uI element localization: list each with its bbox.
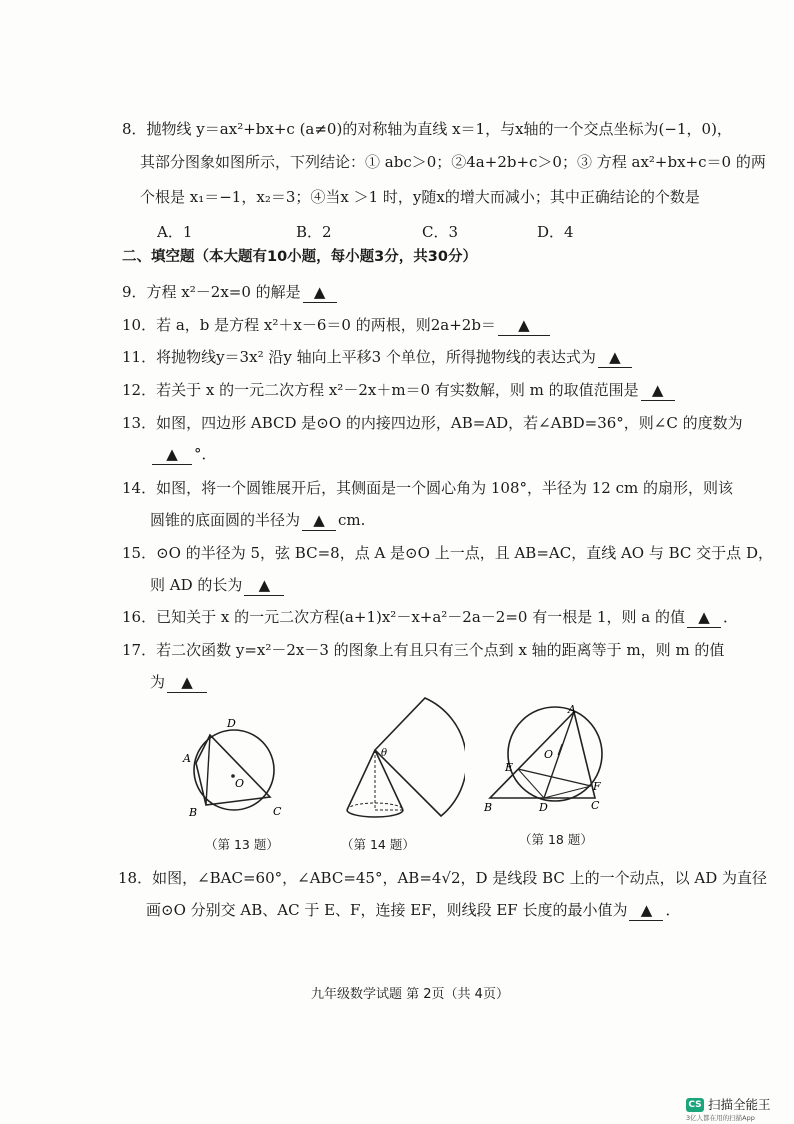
q18-line2: 画⊙O 分别交 AB、AC 于 E、F，连接 EF，则线段 EF 长度的最小值为 ▲ ． (146, 901, 681, 919)
fig18-segment-ef (518, 769, 591, 786)
q15-line2 (150, 575, 286, 596)
q13-line1: 13．如图，四边形 ABCD 是⊙O 的内接四边形，AB=AD，若∠ABD=36°，则∠C 的度数为 (122, 414, 743, 432)
q15-blank: ▲ (244, 575, 284, 596)
q12-text: 12．若关于 x 的一元二次方程 x²－2x＋m＝0 有实数解，则 m 的取值范围是 (122, 381, 639, 399)
q8-option-b: B．2 (296, 223, 332, 241)
q13-suffix: °． (194, 445, 217, 463)
q17-blank: ▲ (167, 672, 207, 693)
q12 (122, 380, 677, 401)
camscanner-logo: CS (686, 1098, 704, 1112)
q8-line3: 个根是 x₁＝−1，x₂＝3；④当x ＞1 时，y随x的增大而减小；其中正确结论的个数是 (140, 188, 700, 206)
fig14-caption: （第 14 题） (341, 837, 415, 852)
q14-blank: ▲ (302, 510, 336, 531)
camscanner-tagline: 3亿人都在用的扫描App (686, 1114, 755, 1122)
q9-text: 9．方程 x²－2x=0 的解是 (122, 283, 301, 301)
fig18-label-b: B (484, 801, 493, 814)
q14-prefix: 圆锥的底面圆的半径为 (150, 511, 301, 529)
q18-text: 画⊙O 分别交 AB、AC 于 E、F，连接 EF，则线段 EF 长度的最小值为 (146, 901, 628, 919)
fig14-cone-right (375, 750, 403, 810)
fig18-label-d: D (539, 801, 548, 814)
fig18-label-f: F (593, 780, 601, 793)
q18-blank: ▲ (629, 900, 663, 921)
fig13-diagonal-bd (206, 735, 210, 805)
fig18-label-e: E (505, 761, 514, 774)
figure-18 (478, 698, 613, 823)
q16-blank: ▲ (687, 607, 721, 628)
q14-suffix: cm. (338, 511, 366, 529)
q13-blank: ▲ (152, 444, 192, 465)
q10-text: 10．若 a，b 是方程 x²＋x－6＝0 的两根，则2a+2b＝ (122, 316, 496, 334)
q14-line2 (150, 510, 365, 531)
page-footer: 九年级数学试题 第 2页（共 4页） (311, 987, 509, 1002)
q12-blank: ▲ (641, 380, 675, 401)
q8-line2: 其部分图象如图所示，下列结论：① abc＞0；②4a+2b+c＞0；③ 方程 ax²+bx+c＝0 的两 (140, 153, 766, 171)
fig13-label-d: D (227, 717, 236, 730)
q14-line1: 14．如图，将一个圆锥展开后，其侧面是一个圆心角为 108°，半径为 12 cm 的扇形，则该 (122, 479, 734, 497)
fig14-label-theta: θ (381, 748, 388, 759)
q9 (122, 282, 339, 303)
fig18-caption: （第 18 题） (519, 832, 593, 847)
fig13-label-o: O (235, 777, 245, 790)
fig18-triangle (490, 712, 595, 798)
fig13-label-b: B (189, 806, 198, 819)
q15-line1: 15．⊙O 的半径为 5，弦 BC=8，点 A 是⊙O 上一点，且 AB=AC，直线 AO 与 BC 交于点 D， (122, 544, 773, 562)
q15-prefix: 则 AD 的长为 (150, 576, 243, 594)
q13-line2 (150, 444, 217, 465)
fig14-cone-left (347, 750, 375, 810)
q11-text: 11．将抛物线y＝3x² 沿y 轴向上平移3 个单位，所得抛物线的表达式为 (122, 348, 596, 366)
q8-line1: 8．抛物线 y＝ax²+bx+c (a≠0)的对称轴为直线 x＝1，与x轴的一个交点坐标为(−1，0)， (122, 120, 732, 138)
q8-option-c: C．3 (422, 223, 459, 241)
q16-text: 16．已知关于 x 的一元二次方程(a+1)x²－x+a²－2a－2=0 有一根是 1，则 a 的值 (122, 608, 686, 626)
q17-line1: 17．若二次函数 y=x²－2x－3 的图象上有且只有三个点到 x 轴的距离等于 m，则 m 的值 (122, 641, 725, 659)
camscanner-name: 扫描全能王 (708, 1097, 771, 1112)
figure-13 (175, 712, 290, 827)
q17-prefix: 为 (150, 673, 166, 691)
q17-line2 (150, 672, 209, 693)
q10 (122, 315, 552, 336)
fig14-sector (375, 698, 465, 816)
q11 (122, 347, 634, 368)
fig18-label-o: O (544, 748, 554, 761)
q11-blank: ▲ (598, 347, 632, 368)
q18-line1: 18．如图，∠BAC=60°，∠ABC=45°，AB=4√2，D 是线段 BC 上的一个动点，以 AD 为直径 (118, 869, 768, 887)
fig13-caption: （第 13 题） (205, 837, 279, 852)
q8-option-d: D．4 (537, 223, 574, 241)
figure-14 (325, 690, 465, 830)
fig14-base-front (347, 810, 403, 817)
fig13-label-a: A (183, 752, 191, 765)
q10-blank: ▲ (498, 315, 550, 336)
q16: 16．已知关于 x 的一元二次方程(a+1)x²－x+a²－2a－2=0 有一根是 1，则 a 的值 ▲ ． (122, 608, 739, 626)
fig18-label-c: C (591, 799, 600, 812)
q9-blank: ▲ (303, 282, 337, 303)
fig13-label-c: C (273, 805, 282, 818)
section-title-fill-in: 二、填空题（本大题有10小题，每小题3分，共30分） (122, 249, 477, 265)
q8-option-a: A．1 (157, 223, 193, 241)
fig18-label-a: A (568, 703, 576, 716)
